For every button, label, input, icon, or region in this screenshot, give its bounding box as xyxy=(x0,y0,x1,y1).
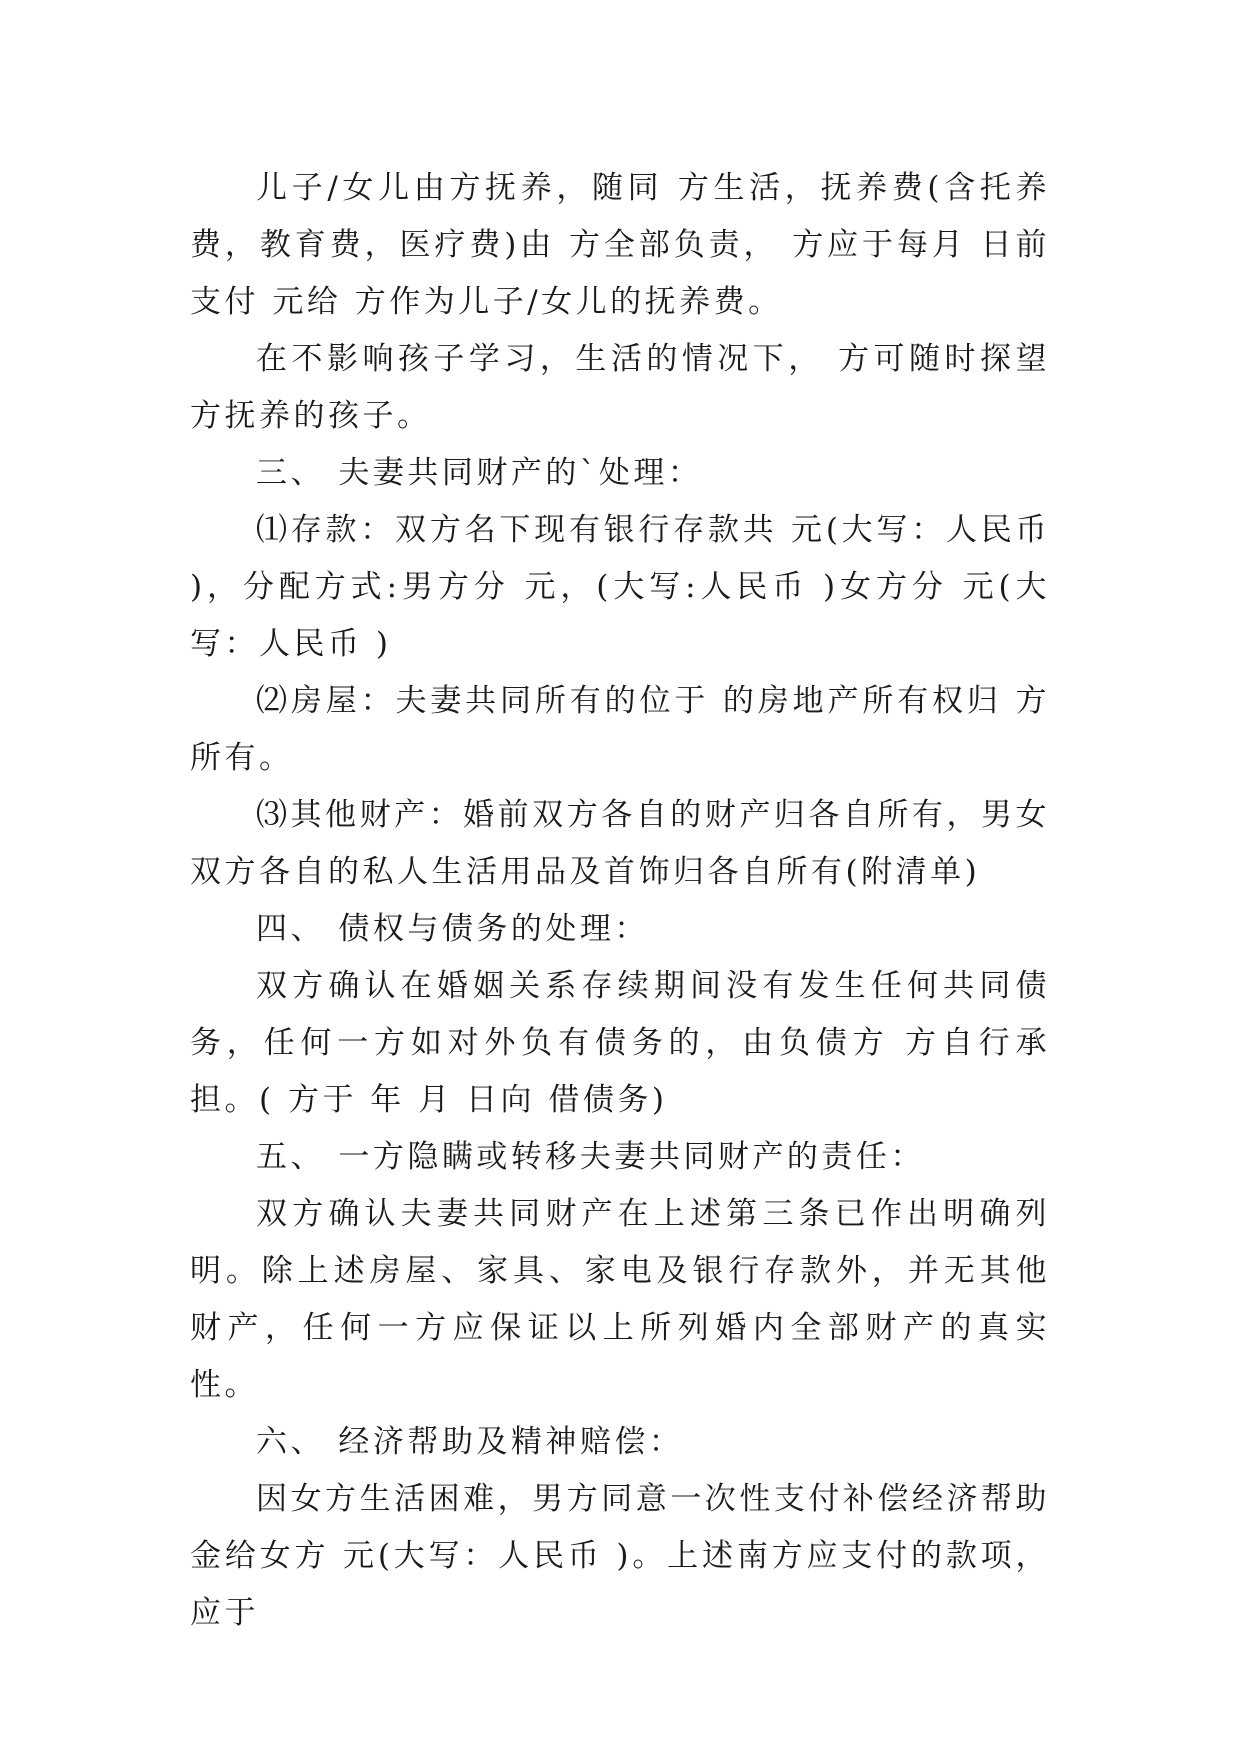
paragraph-visitation-rights: 在不影响孩子学习，生活的情况下， 方可随时探望 方抚养的孩子。 xyxy=(190,341,1050,434)
paragraph-housing: ⑵房屋：夫妻共同所有的位于 的房地产所有权归 方所有。 xyxy=(190,683,1050,776)
heading-section-4-debts: 四、 债权与债务的处理： xyxy=(256,911,649,947)
paragraph-child-custody-support: 儿子/女儿由方抚养，随同 方生活，抚养费(含托养费，教育费，医疗费)由 方全部负责， 方应于每月 日前支付 元给 方作为儿子/女儿的抚养费。 xyxy=(190,170,1050,320)
heading-section-3-joint-property: 三、 夫妻共同财产的`处理： xyxy=(256,455,703,491)
paragraph-property-confirmation: 双方确认夫妻共同财产在上述第三条已作出明确列明。除上述房屋、家具、家电及银行存款外，并无其他财产，任何一方应保证以上所列婚内全部财产的真实性。 xyxy=(190,1196,1050,1403)
paragraph-bank-deposits: ⑴存款：双方名下现有银行存款共 元(大写：人民币 )，分配方式:男方分 元，(大写:人民币 )女方分 元(大写：人民币 ) xyxy=(190,512,1050,662)
paragraph-other-property: ⑶其他财产：婚前双方各自的财产归各自所有，男女双方各自的私人生活用品及首饰归各自所有(附清单) xyxy=(190,797,1050,890)
paragraph-debt-confirmation: 双方确认在婚姻关系存续期间没有发生任何共同债务，任何一方如对外负有债务的，由负债方 方自行承担。( 方于 年 月 日向 借债务) xyxy=(190,968,1050,1118)
heading-section-5-concealment-liability: 五、 一方隐瞒或转移夫妻共同财产的责任： xyxy=(256,1139,925,1175)
heading-section-6-economic-help: 六、 经济帮助及精神赔偿： xyxy=(256,1424,684,1460)
paragraph-economic-help-payment: 因女方生活困难，男方同意一次性支付补偿经济帮助金给女方 元(大写：人民币 )。上述南方应支付的款项，应于 xyxy=(190,1481,1050,1631)
document-page xyxy=(190,160,1050,1642)
